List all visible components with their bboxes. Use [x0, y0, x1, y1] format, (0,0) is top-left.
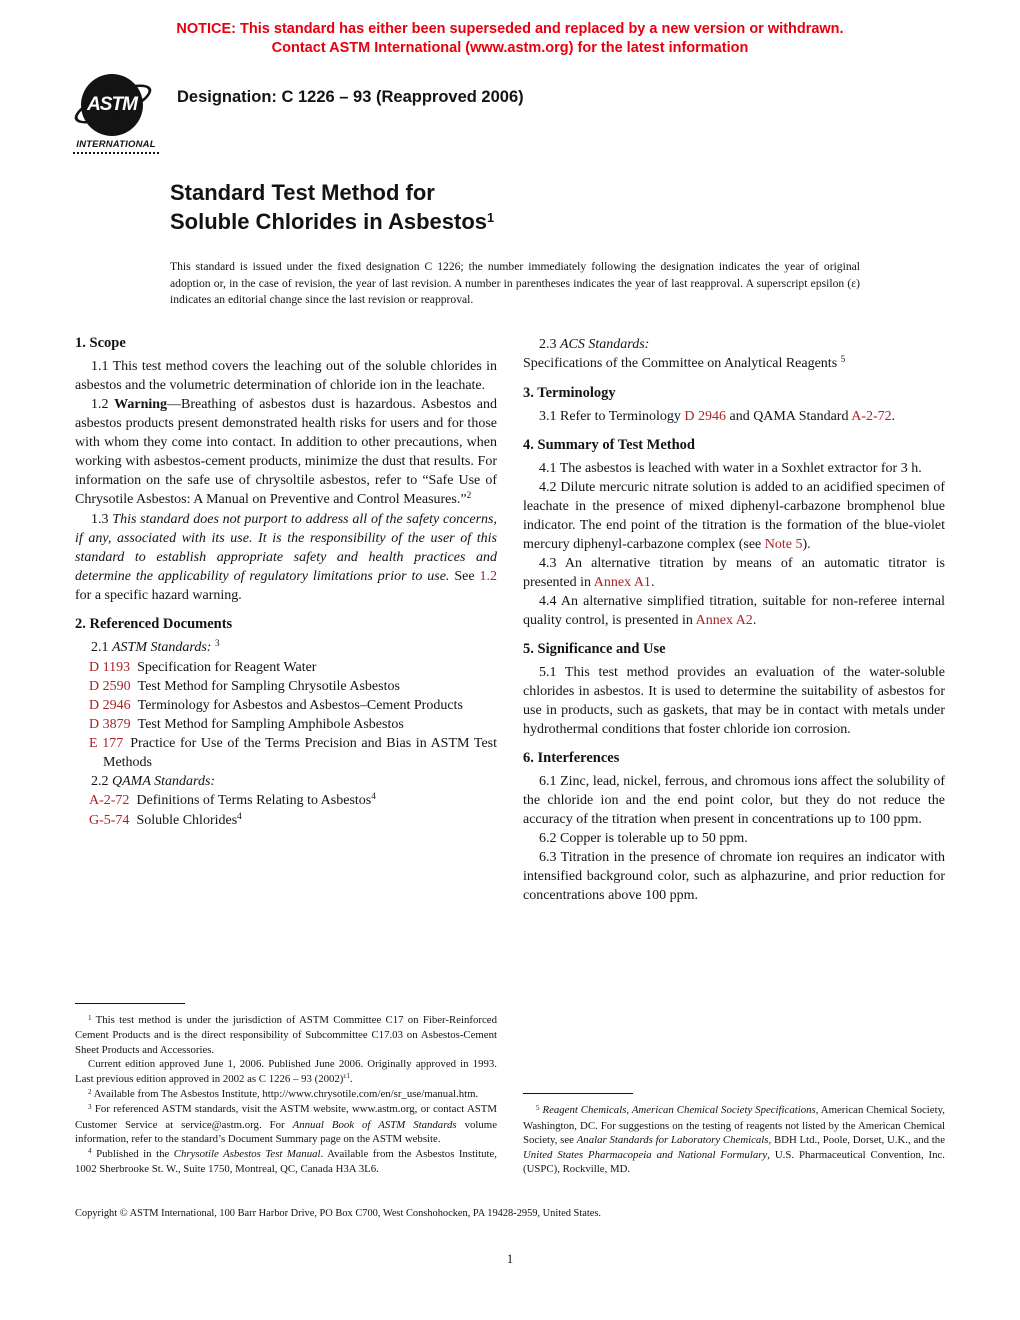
- footnote: Current edition approved June 1, 2006. Published June 2006. Originally approved in 1993. Last previous edition approved in 2002 as C 1226 – 93 $(2002)^{\varepsilon 1}$.: [75, 1058, 497, 1085]
- section-heading: 3. Terminology: [523, 384, 616, 401]
- reference-link[interactable]: A-2-72: [851, 408, 892, 424]
- reference-link[interactable]: Annex A1: [593, 574, 651, 590]
- paragraph: 6.3 Titration in the presence of chromate ion requires an indicator with intensified background color, such as alphazurine, and prior reduction for concentrations above 100 ppm.: [523, 849, 945, 903]
- title-footnote-marker: 1: [487, 209, 495, 225]
- notice-line-1: NOTICE: This standard has either been superseded and replaced by a new version or withdrawn.: [176, 21, 844, 37]
- section-heading: 2. Referenced Documents: [75, 615, 233, 632]
- footnotes-block: [523, 1093, 945, 1176]
- footnote-rule: [75, 1003, 185, 1004]
- footnote: $^3$ For referenced ASTM standards, visit the ASTM website, www.astm.org, or contact ASTM Customer Service at service@astm.org. For Annual Book of ASTM Standards volume information, refer to the standard’s Document Summary page on the ASTM website.: [75, 1103, 497, 1146]
- reference-item: G-5-74 Soluble Chlorides$^4$: [89, 811, 242, 828]
- paragraph: 4.1 The asbestos is leached with water in a Soxhlet extractor for 3 h.: [539, 460, 922, 476]
- reference-link[interactable]: G-5-74: [89, 812, 130, 828]
- reference-link[interactable]: E 177: [89, 735, 124, 751]
- paragraph: 4.4 An alternative simplified titration, suitable for non-referee internal quality control, is presented in Annex A2.: [523, 593, 945, 628]
- reference-link[interactable]: D 3879: [89, 716, 131, 732]
- paragraph: 2.1 ASTM Standards: $^3$: [91, 638, 220, 655]
- paragraph: 2.3 ACS Standards:: [539, 336, 650, 352]
- section-heading: 6. Interferences: [523, 749, 620, 766]
- reference-item: D 2590 Test Method for Sampling Chrysotile Asbestos: [89, 678, 400, 694]
- paragraph: 5.1 This test method provides an evaluation of the water-soluble chlorides in asbestos. It is used to determine the suitability of asbestos for use in products, such as gaskets, that may be in contact with metals under hydrothermal conditions that foster chloride ion corrosion.: [523, 664, 945, 737]
- astm-logo: [73, 74, 165, 154]
- paragraph: 1.3 This standard does not purport to address all of the safety concerns, if any, associated with its use. It is the responsibility of the user of this standard to establish appropriate safety and health practices and determine the applicability of regulatory limitations prior to use. See 1.2 for a specific hazard warning.: [75, 511, 497, 603]
- astm-logo-subtitle: INTERNATIONAL: [73, 139, 159, 154]
- designation-line: Designation: C 1226 – 93 (Reapproved 2006): [177, 88, 524, 106]
- notice-line-2: Contact ASTM International (www.astm.org) for the latest information: [271, 40, 749, 56]
- reference-link[interactable]: D 2590: [89, 678, 131, 694]
- paragraph: 6.1 Zinc, lead, nickel, ferrous, and chromous ions affect the solubility of the chloride ion and the end point color, but they do not reduce the accuracy of the titration when present in concentrations up to 100 ppm.: [523, 773, 945, 827]
- reference-link[interactable]: D 2946: [684, 408, 726, 424]
- paragraph: 2.2 QAMA Standards:: [91, 773, 216, 789]
- footnote-number: 1: [88, 1013, 92, 1022]
- page-number: 1: [506, 1252, 514, 1266]
- footnote: $^5$ Reagent Chemicals, American Chemical Society Specifications, American Chemical Society, Washington, DC. For suggestions on the testing of reagents not listed by the American Chemical Society, see Analar Standards for Laboratory Chemicals, BDH Ltd., Poole, Dorset, U.K., and the United States Pharmacopeia and National Formulary, U.S. Pharmaceutical Convention, Inc. (USPC), Rockville, MD.: [523, 1104, 946, 1176]
- paragraph: 1.2 Warning—Breathing of asbestos dust is hazardous. Asbestos and asbestos products present demonstrated health risks for users and for those with whom they come into contact. In addition to other precautions, when working with asbestos-cement products, minimize the dust that results. For information on the safe use of chrysoltile asbestos, refer to “Safe Use of Chrysotile Asbestos: A Manual on Preventive and Control Measures.”$^2$: [75, 396, 497, 507]
- paragraph: Specifications of the Committee on Analytical Reagents $^5$: [523, 354, 846, 371]
- footnote-rule: [523, 1093, 633, 1094]
- reference-link[interactable]: D 2946: [89, 697, 131, 713]
- left-column: [75, 335, 497, 1177]
- reference-link[interactable]: Annex A2: [695, 612, 753, 628]
- footnote-number: 5: [536, 1104, 540, 1113]
- reference-link[interactable]: D 1193: [89, 659, 131, 675]
- paragraph: 4.3 An alternative titration by means of an automatic titrator is presented in Annex A1.: [523, 555, 945, 590]
- superscript-marker: ε1: [343, 1072, 350, 1081]
- title-line-1: Standard Test Method for: [170, 180, 435, 205]
- reference-item: D 1193 Specification for Reagent Water: [89, 659, 317, 675]
- footnote: $^2$ Available from The Asbestos Institute, http://www.chrysotile.com/en/sr_use/manual.htm.: [88, 1087, 479, 1101]
- title-line-2: Soluble Chlorides in Asbestos$^1$: [170, 209, 495, 234]
- section-heading: 5. Significance and Use: [523, 640, 666, 657]
- astm-logo-letters: ASTM: [87, 94, 137, 115]
- document-header: [73, 74, 1020, 154]
- footnote: $^4$ Published in the Chrysotile Asbestos Test Manual. Available from the Asbestos Institute, 1002 Sherbrooke St. W., Suite 1750, Montreal, QC, Canada H3A 3L6.: [75, 1147, 497, 1176]
- reference-link[interactable]: 1.2: [479, 568, 497, 584]
- section-heading: 4. Summary of Test Method: [523, 436, 695, 453]
- paragraph: 3.1 Refer to Terminology D 2946 and QAMA Standard A-2-72.: [539, 408, 896, 424]
- reference-item: D 3879 Test Method for Sampling Amphibole Asbestos: [89, 716, 404, 732]
- two-column-body: [75, 335, 945, 1177]
- reference-link[interactable]: A-2-72: [89, 792, 130, 808]
- footnote-number: 3: [88, 1103, 92, 1112]
- reference-link[interactable]: Note 5: [764, 536, 803, 552]
- right-column: [523, 335, 945, 1177]
- reference-item: E 177 Practice for Use of the Terms Precision and Bias in ASTM Test Methods: [89, 735, 497, 770]
- withdrawal-notice: [0, 20, 1020, 58]
- superscript-marker: 2: [466, 490, 472, 501]
- footnote-number: 4: [88, 1147, 92, 1156]
- footnotes-block: [75, 1003, 497, 1176]
- footnote: $^1$ This test method is under the jurisdiction of ASTM Committee C17 on Fiber-Reinforced Cement Products and is the direct responsibility of Subcommittee C17.03 on Asbestos-Cement Sheet Products and Accessories.: [75, 1013, 497, 1056]
- astm-globe-icon: [81, 74, 143, 136]
- copyright-line: Copyright © ASTM International, 100 Barr Harbor Drive, PO Box C700, West Conshohocken, PA 19428-2959, United States.: [75, 1208, 601, 1219]
- superscript-marker: 3: [214, 638, 220, 649]
- superscript-marker: 5: [840, 354, 846, 365]
- issuance-note: This standard is issued under the fixed designation C 1226; the number immediately following the designation indicates the year of original adoption or, in the case of revision, the year of last revision. A number in parentheses indicates the year of last reapproval. A superscript epsilon (ε) indicates an editorial change since the last revision or reapproval.: [170, 260, 860, 306]
- superscript-marker: 4: [371, 791, 376, 802]
- reference-item: A-2-72 Definitions of Terms Relating to Asbestos$^4$: [89, 791, 376, 808]
- paragraph: 4.2 Dilute mercuric nitrate solution is added to an acidified specimen of leachate in the presence of mixed diphenyl-carbazone bromphenol blue indicator. The end point of the titration is the formation of the blue-violet mercury diphenyl-carbazone complex (see Note 5).: [523, 479, 945, 552]
- superscript-marker: 4: [237, 811, 242, 822]
- standard-title: [170, 178, 1020, 239]
- paragraph: 1.1 This test method covers the leaching out of the soluble chlorides in asbestos and the volumetric determination of chloride ion in the leachate.: [75, 358, 497, 393]
- section-heading: 1. Scope: [75, 334, 126, 351]
- paragraph: 6.2 Copper is tolerable up to 50 ppm.: [539, 830, 748, 846]
- footnote-number: 2: [88, 1087, 92, 1096]
- reference-item: D 2946 Terminology for Asbestos and Asbestos–Cement Products: [89, 697, 463, 713]
